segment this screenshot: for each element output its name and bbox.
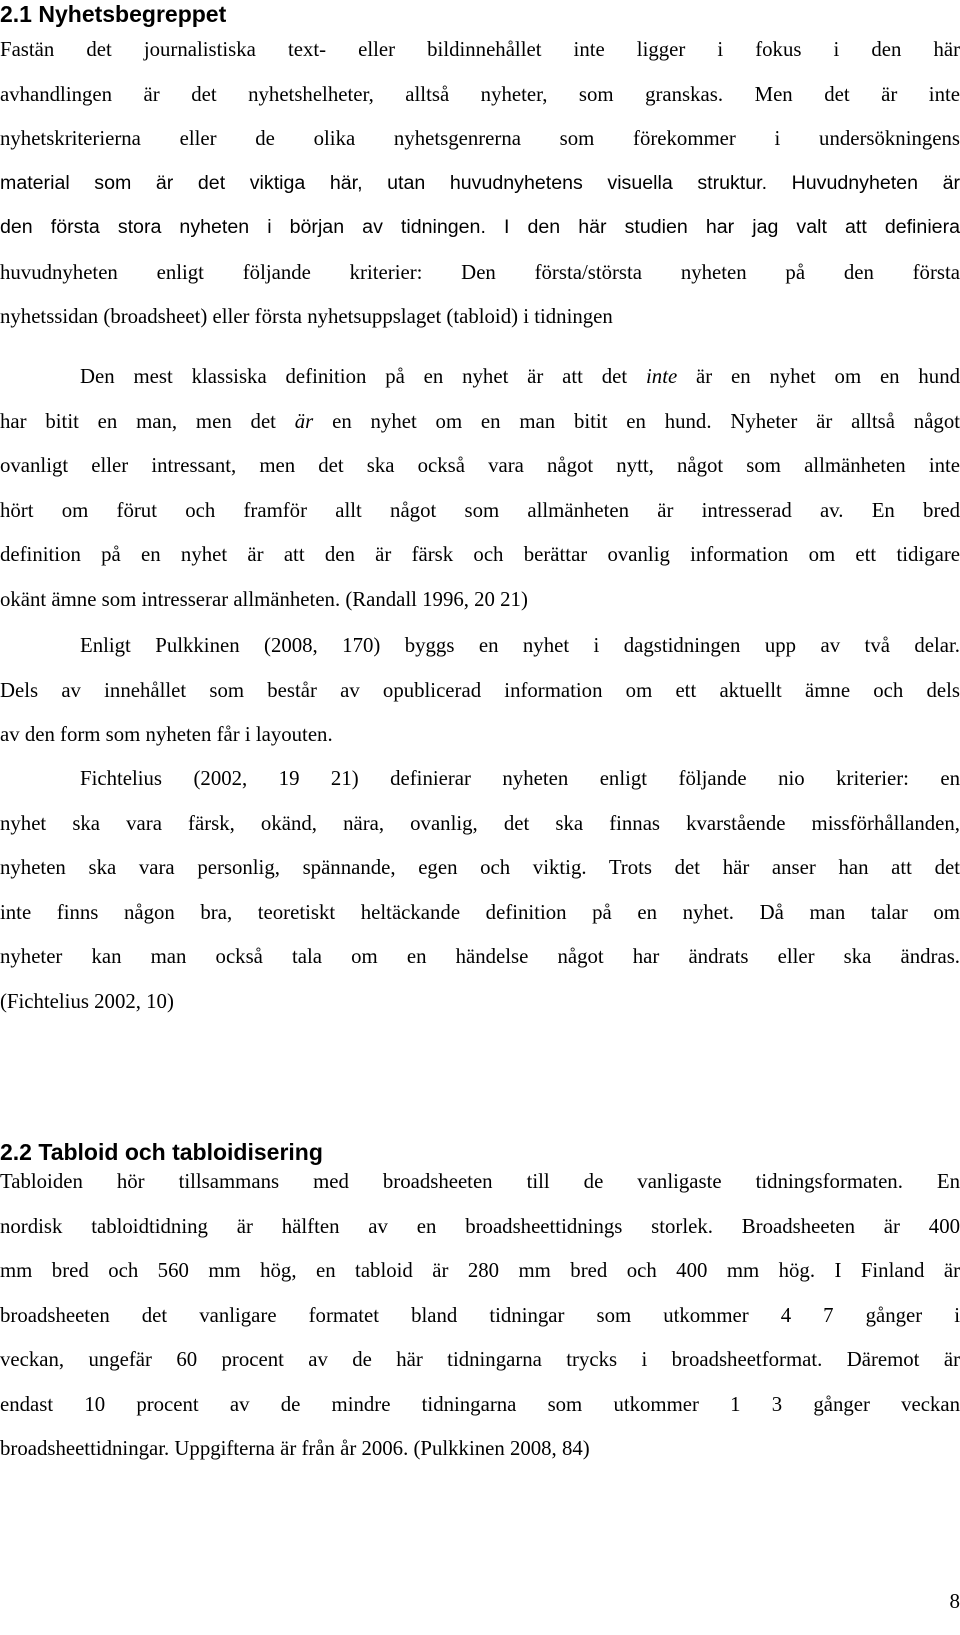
text-line: mm bred och 560 mm hög, en tabloid är 280 mm bred och 400 mm hög. I Finland är	[0, 1259, 960, 1282]
text-line: avhandlingen är det nyhetshelheter, alltså nyheter, som granskas. Men det är inte	[0, 82, 960, 106]
text-line-part: är en nyhet om en hund	[677, 365, 960, 388]
section-heading-tabloid: 2.2 Tabloid och tabloidisering	[0, 1139, 323, 1165]
text-line: okänt ämne som intresserar allmänheten. (Randall 1996, 20 21)	[0, 587, 528, 611]
text-line: broadsheeten det vanligare formatet bland tidningar som utkommer 4 7 gånger i	[0, 1303, 960, 1327]
text-line: endast 10 procent av de mindre tidningarna som utkommer 1 3 gånger veckan	[0, 1392, 960, 1416]
text-line: av den form som nyheten får i layouten.	[0, 723, 333, 746]
text-line-part: den första stora nyheten i början av tidningen. I den här studien har jag valt att definiera	[0, 216, 960, 238]
text-line: Dels av innehållet som består av opublicerad information om ett aktuellt ämne och dels	[0, 678, 960, 702]
paragraph-fichtelius	[0, 769, 960, 1036]
text-line: Fastän det journalistiska text- eller bildinnehållet inte ligger i fokus i den här	[0, 38, 960, 61]
text-line-part: en nyhet om en man bitit en hund. Nyheter är alltså något	[313, 409, 960, 433]
text-line: inte finns någon bra, teoretiskt heltäckande definition på en nyhet. Då man talar om	[0, 900, 960, 924]
text-line	[0, 409, 960, 457]
text-line: ovanligt eller intressant, men det ska också vara något nytt, något som allmänheten inte	[0, 454, 960, 477]
text-line: huvudnyheten enligt följande kriterier: Den första/största nyheten på den första	[0, 260, 960, 284]
paragraph-definition	[0, 367, 960, 634]
emphasis-ar: är	[294, 409, 314, 433]
text-line: nyheten ska vara personlig, spännande, egen och viktig. Trots det här anser han att det	[0, 856, 960, 879]
paragraph-intro	[0, 40, 960, 352]
text-line: nyhetssidan (broadsheet) eller första nyhetsuppslaget (tabloid) i tidningen	[0, 305, 613, 328]
text-line: Tabloiden hör tillsammans med broadsheeten till de vanligaste tidningsformaten. En	[0, 1170, 960, 1193]
text-line: broadsheettidningar. Uppgifterna är från år 2006. (Pulkkinen 2008, 84)	[0, 1437, 590, 1460]
text-line: nyhet ska vara färsk, okänd, nära, ovanlig, det ska finnas kvarstående missförhållanden,	[0, 811, 960, 835]
text-line	[0, 218, 960, 263]
page-number: 8	[949, 1589, 960, 1613]
text-line-part: Den mest klassiska definition på en nyhet är att det	[80, 365, 647, 388]
emphasis-inte: inte	[646, 365, 678, 388]
text-line: Enligt Pulkkinen (2008, 170) byggs en nyhet i dagstidningen upp av två delar.	[80, 634, 960, 657]
text-line: veckan, ungefär 60 procent av de här tidningarna trycks i broadsheetformat. Däremot är	[0, 1348, 960, 1371]
text-line: nyheter kan man också tala om en händelse något har ändrats eller ska ändras.	[0, 945, 960, 968]
text-line: Fichtelius (2002, 19 21) definierar nyheten enligt följande nio kriterier: en	[80, 767, 960, 790]
text-line: material som är det viktiga här, utan huvudnyhetens visuella struktur. Huvudnyheten är	[0, 171, 960, 194]
text-line-part: har bitit en man, men det	[0, 409, 295, 433]
paragraph-tabloid	[0, 1172, 960, 1484]
text-line: definition på en nyhet är att den är färsk och berättar ovanlig information om ett tidigare	[0, 543, 960, 566]
text-line	[0, 367, 960, 412]
text-line: hört om förut och framför allt något som allmänheten är intresserad av. En bred	[0, 498, 960, 522]
text-line: (Fichtelius 2002, 10)	[0, 989, 174, 1013]
section-heading-nyhetsbegreppet: 2.1 Nyhetsbegreppet	[0, 1, 227, 27]
text-line: nordisk tabloidtidning är hälften av en broadsheettidnings storlek. Broadsheeten är 400	[0, 1214, 960, 1238]
text-line: nyhetskriterierna eller de olika nyhetsgenrerna som förekommer i undersökningens	[0, 127, 960, 150]
paragraph-pulkkinen	[0, 636, 960, 770]
